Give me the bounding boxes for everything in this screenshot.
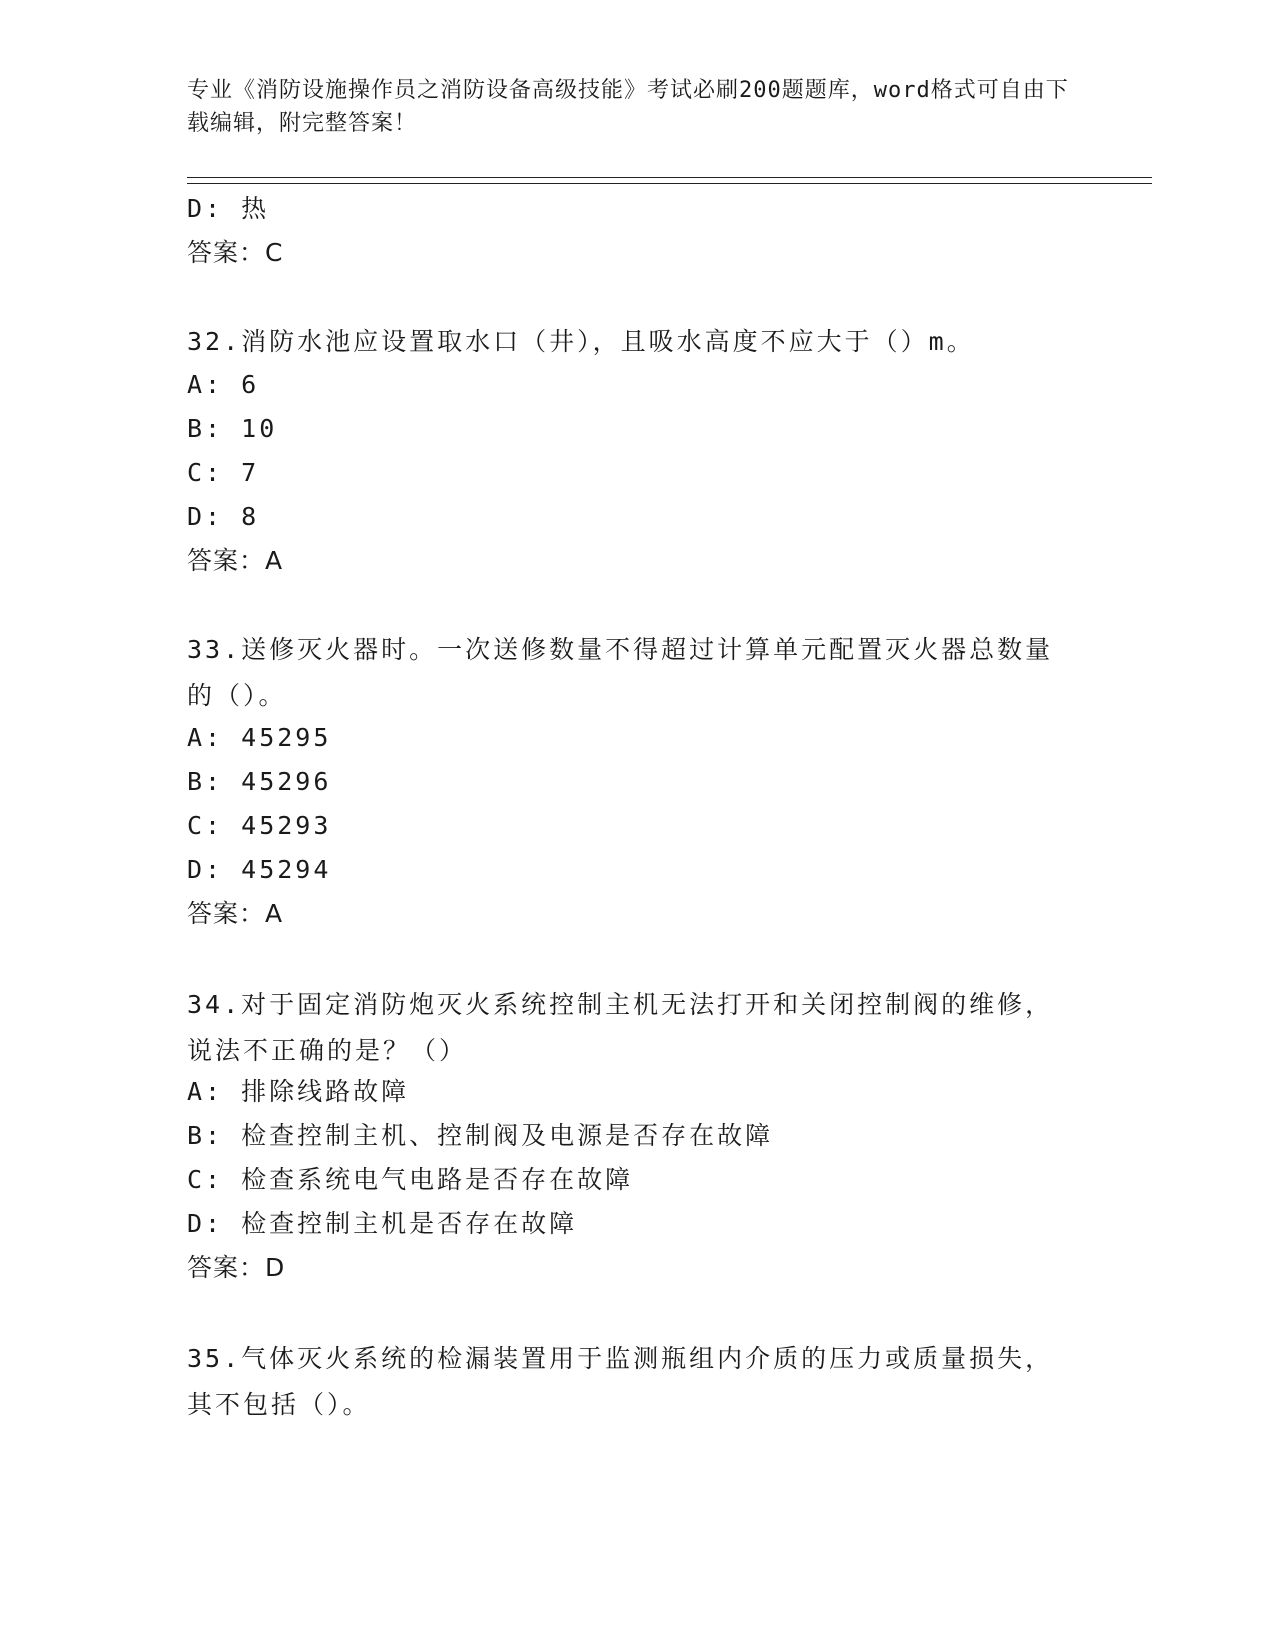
- question-text: 34.对于固定消防炮灭火系统控制主机无法打开和关闭控制阀的维修，说法不正确的是？（）: [187, 990, 1054, 1065]
- question-text: 33.送修灭火器时。一次送修数量不得超过计算单元配置灭火器总数量的（）。: [187, 635, 1054, 710]
- question-text: 32.消防水池应设置取水口（井），且吸水高度不应大于（）m。: [187, 327, 975, 356]
- option-d: D: 热: [187, 194, 270, 223]
- answer: 答案：C: [187, 238, 284, 267]
- header-divider-top: [187, 177, 1152, 178]
- answer: 答案：A: [187, 546, 284, 575]
- option-d: D: 45294: [187, 855, 332, 884]
- option-b: B: 检查控制主机、控制阀及电源是否存在故障: [187, 1121, 774, 1150]
- answer: 答案：D: [187, 1253, 286, 1282]
- header-divider-bottom: [187, 183, 1152, 184]
- option-a: A: 45295: [187, 723, 332, 752]
- option-c: C: 7: [187, 458, 260, 487]
- option-a: A: 排除线路故障: [187, 1077, 410, 1106]
- option-d: D: 8: [187, 502, 260, 531]
- option-b: B: 10: [187, 414, 278, 443]
- answer: 答案：A: [187, 899, 284, 928]
- option-c: C: 45293: [187, 811, 332, 840]
- question-text: 35.气体灭火系统的检漏装置用于监测瓶组内介质的压力或质量损失，其不包括（）。: [187, 1344, 1054, 1419]
- option-c: C: 检查系统电气电路是否存在故障: [187, 1165, 634, 1194]
- document-header: 专业《消防设施操作员之消防设备高级技能》考试必刷200题题库，word格式可自由下载编辑，附完整答案！: [187, 78, 1069, 136]
- option-b: B: 45296: [187, 767, 332, 796]
- option-a: A: 6: [187, 370, 260, 399]
- option-d: D: 检查控制主机是否存在故障: [187, 1209, 578, 1238]
